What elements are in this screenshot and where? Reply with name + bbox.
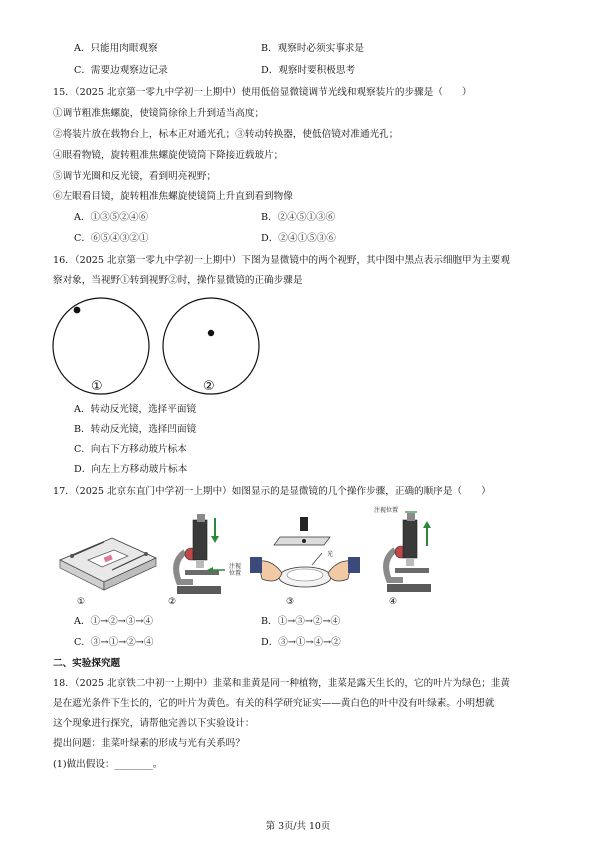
q17-option-a: A．①→②→③→④ [74, 616, 154, 627]
cell-dot-2 [208, 330, 214, 336]
q15-option-c: C．⑥⑤④③②① [74, 233, 149, 244]
q16-option-a: A．转动反光镜，选择平面镜 [74, 404, 197, 415]
q17-option-b: B．①→③→②→④ [261, 616, 341, 627]
option-d-prev: D．观察时要积极思考 [261, 65, 356, 76]
q15-step-5: ⑥左眼看目镜，旋转粗准焦螺旋使镜筒上升直到看到物像 [53, 191, 293, 202]
cell-dot-1 [74, 307, 81, 314]
q17-stem: 17．（2025 北京东直门中学初一上期中）如图显示的是显微镜的几个操作步骤，正确的顺序是（ ） [53, 486, 491, 497]
q17-option-c: C．③→①→②→④ [74, 637, 154, 648]
q15-option-a: A．①③⑤②④⑥ [74, 212, 149, 223]
q15-stem: 15．（2025 北京第一零九中学初一上期中）使用低倍显微镜调节光线和观察装片的步骤是（ ） [53, 87, 472, 98]
q17-fig-label-2: ② [167, 597, 177, 607]
page-footer: 第 3页/共 10页 [265, 821, 331, 832]
watch-position-tag-4: 注视位置 [374, 507, 399, 514]
q17-fig-4 [375, 508, 445, 598]
q15-option-b: B．②④⑤①③⑥ [261, 212, 336, 223]
option-c-prev: C．需要边观察边记录 [74, 65, 168, 76]
q17-fig-label-4: ④ [388, 597, 398, 607]
q17-fig-label-3: ③ [285, 597, 295, 607]
option-b-prev: B．观察时必须实事求是 [261, 43, 364, 54]
q16-option-b: B．转动反光镜，选择凹面镜 [74, 424, 197, 435]
q17-fig-3 [250, 513, 360, 598]
fig-label-1: ① [91, 379, 103, 394]
q18-line-4: 提出问题：韭菜叶绿素的形成与光有关系吗？ [53, 738, 245, 749]
q18-line-1: 18．（2025 北京铁二中初一上期中）韭菜和韭黄是同一种植物，韭菜是露天生长的，它的叶片为绿色；韭黄 [53, 678, 510, 689]
q15-step-1: ①调节粗准焦螺旋，使镜筒徐徐上升到适当高度； [53, 108, 265, 119]
q16-stem-line2: 察对象，当视野①转到视野②时，操作显微镜的正确步骤是 [53, 275, 303, 286]
q17-fig-2 [163, 512, 233, 602]
q15-step-3: ④眼看物镜，旋转粗准焦螺旋使镜筒下降接近载玻片； [53, 150, 284, 161]
q15-step-2: ②将装片放在载物台上，标本正对通光孔；③转动转换器，使低倍镜对准通光孔； [53, 129, 399, 140]
q16-option-c: C．向右下方移动玻片标本 [74, 444, 187, 455]
fig-label-2: ② [203, 379, 215, 394]
q17-fig-1 [52, 520, 162, 595]
q18-line-5: (1)做出假设：________。 [53, 759, 163, 770]
q16-option-d: D．向左上方移动玻片标本 [74, 464, 188, 475]
light-tag: 光 [327, 551, 334, 558]
q15-option-d: D．②④①⑤③⑥ [261, 233, 336, 244]
q18-line-3: 这个现象进行探究，请帮他完善以下实验设计： [53, 718, 255, 729]
q17-fig-label-1: ① [76, 597, 86, 607]
q17-option-d: D．③→①→④→② [261, 637, 341, 648]
option-a-prev: A．只能用肉眼观察 [74, 43, 158, 54]
watch-position-text-2: 注视 位置 [229, 563, 242, 577]
q16-figure [50, 292, 290, 402]
q15-step-4: ⑤调节光圈和反光镜，看到明亮视野； [53, 171, 217, 182]
q18-line-2: 是在遮光条件下生长的，它的叶片为黄色。有关的科学研究证实——黄白色的叶中没有叶绿素。小明想就 [53, 698, 495, 709]
watch-position-tag-2 [229, 563, 245, 577]
q16-stem-line1: 16．（2025 北京第一零九中学初一上期中）下图为显微镜中的两个视野，其中图中黑点表示细胞甲为主要观 [53, 255, 510, 266]
section-title: 二、实验探究题 [53, 658, 121, 669]
